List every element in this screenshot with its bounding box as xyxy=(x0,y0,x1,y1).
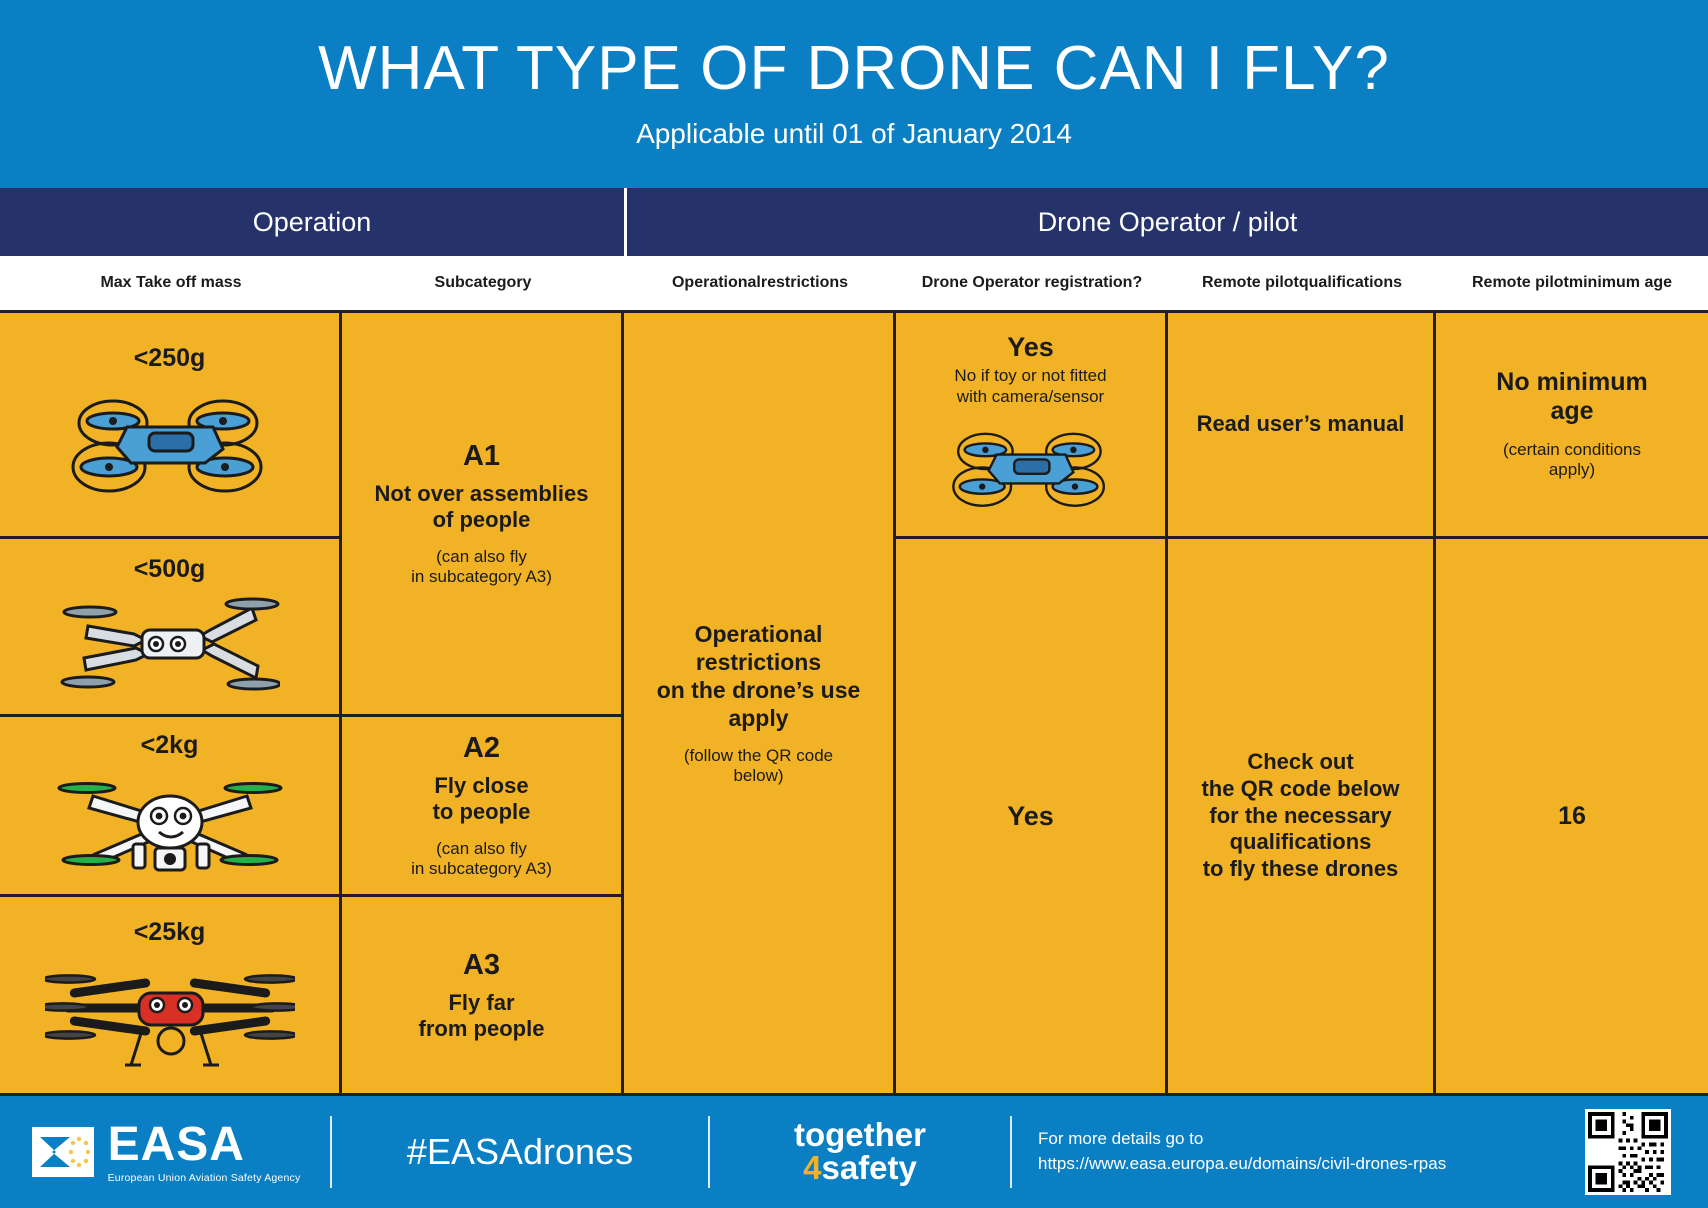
qualifications-cell-top xyxy=(1168,313,1433,539)
subcategory-desc-line1: Fly close xyxy=(434,772,529,798)
age-note-line1: (certain conditions xyxy=(1503,439,1641,459)
more-details xyxy=(1012,1096,1548,1208)
column-registration xyxy=(896,313,1168,1093)
column-mass xyxy=(0,313,342,1093)
qualifications-text: Read user’s manual xyxy=(1196,411,1405,437)
age-value: 16 xyxy=(1558,801,1586,830)
restrictions-note xyxy=(684,746,833,787)
footer-divider xyxy=(1010,1116,1012,1188)
subcategory-note xyxy=(411,547,552,588)
restrictions-line1: Operational xyxy=(694,620,823,647)
together4safety-line2 xyxy=(803,1151,917,1186)
together4safety-logo xyxy=(710,1096,1010,1208)
red-hexacopter-icon xyxy=(45,949,295,1073)
subcategory-desc-line1: Fly far xyxy=(448,989,515,1015)
mass-label: <500g xyxy=(133,555,206,583)
tiny-quad-blue-icon xyxy=(65,375,275,505)
column-header-age-line1: Remote pilot xyxy=(1471,273,1569,291)
page-subtitle: Applicable until 01 of January 2014 xyxy=(636,118,1072,149)
restrictions-note-line2: below) xyxy=(733,766,784,786)
column-age xyxy=(1436,313,1708,1093)
qualifications-line5: to fly these drones xyxy=(1202,856,1399,882)
restrictions-note-line1: (follow the QR code xyxy=(683,745,834,765)
group-header-operation: Operation xyxy=(0,188,627,256)
column-header-restrictions xyxy=(624,256,896,310)
registration-note xyxy=(954,366,1106,407)
age-value xyxy=(1496,368,1647,426)
restrictions-text xyxy=(657,620,861,732)
restrictions-line4: apply xyxy=(728,704,789,731)
subcategory-desc xyxy=(419,990,545,1042)
column-header-restrictions-line2: restrictions xyxy=(760,273,849,291)
mass-label: <250g xyxy=(133,344,206,372)
subcategory-desc xyxy=(375,481,589,533)
page-title: WHAT TYPE OF DRONE CAN I FLY? xyxy=(318,34,1390,103)
qr-code-image xyxy=(1585,1109,1671,1195)
easa-logo xyxy=(0,1096,330,1208)
hashtag: #EASAdrones xyxy=(406,1131,634,1172)
table-row-mass-25kg xyxy=(0,897,339,1093)
subcategory-desc xyxy=(433,773,531,825)
subcategory-code: A2 xyxy=(462,731,501,764)
comparison-table xyxy=(0,310,1708,1093)
restrictions-line2: restrictions xyxy=(695,648,822,675)
together4safety-line1: together xyxy=(794,1116,926,1154)
subcategory-desc-line1: Not over assemblies xyxy=(374,480,589,506)
registration-answer: Yes xyxy=(1007,332,1054,363)
column-header-registration: Drone Operator registration? xyxy=(921,273,1143,291)
column-header-row xyxy=(0,256,1708,310)
footer-divider xyxy=(708,1116,710,1188)
subcategory-code: A3 xyxy=(462,948,501,981)
table-row-mass-250g xyxy=(0,313,339,539)
column-header-mass: Max Take off mass xyxy=(100,273,242,291)
group-header-row xyxy=(0,188,1708,256)
qualifications-cell-bottom xyxy=(1168,539,1433,1093)
mass-label: <25kg xyxy=(133,917,206,946)
tiny-quad-blue-icon xyxy=(936,413,1126,517)
qualifications-line1: Check out xyxy=(1247,748,1354,774)
subcategory-desc-line2: of people xyxy=(432,506,531,532)
footer-divider xyxy=(330,1116,332,1188)
group-header-operator: Drone Operator / pilot xyxy=(1037,206,1298,237)
age-cell-top xyxy=(1436,313,1708,539)
qualifications-line2: the QR code below xyxy=(1201,775,1400,801)
subcategory-cell-a2 xyxy=(342,717,621,897)
poster-footer xyxy=(0,1093,1708,1208)
registration-note-line1: No if toy or not fitted xyxy=(954,366,1107,386)
subcategory-desc-line2: from people xyxy=(418,1015,545,1041)
together4safety-four: 4 xyxy=(803,1149,822,1187)
subcategory-note-line2: in subcategory A3) xyxy=(411,858,552,878)
column-qualifications xyxy=(1168,313,1436,1093)
folding-quad-grey-icon xyxy=(60,586,280,698)
registration-note-line2: with camera/sensor xyxy=(956,386,1105,406)
column-header-subcategory: Subcategory xyxy=(434,273,532,291)
age-note xyxy=(1503,440,1641,481)
table-row-mass-2kg xyxy=(0,717,339,897)
age-value-line1: No minimum xyxy=(1496,368,1648,397)
registration-cell-bottom xyxy=(896,539,1165,1093)
table-row-mass-500g xyxy=(0,539,339,717)
subcategory-desc-line2: to people xyxy=(432,798,531,824)
subcategory-note xyxy=(411,839,552,880)
subcategory-note-line1: (can also fly xyxy=(436,838,527,858)
easa-tagline: European Union Aviation Safety Agency xyxy=(107,1171,301,1184)
column-restrictions xyxy=(624,313,896,1093)
column-header-qualifications-line1: Remote pilot xyxy=(1201,273,1299,291)
subcategory-cell-a1 xyxy=(342,313,621,717)
restrictions-line3: on the drone’s use xyxy=(656,676,861,703)
age-note-line2: apply) xyxy=(1548,460,1596,480)
restrictions-cell xyxy=(624,313,893,1093)
easa-url-link[interactable]: https://www.easa.europa.eu/domains/civil-drones-rpas xyxy=(1038,1154,1447,1173)
age-value-line2: age xyxy=(1550,397,1594,426)
subcategory-cell-a3 xyxy=(342,897,621,1093)
subcategory-note-line1: (can also fly xyxy=(436,546,527,566)
easa-wordmark xyxy=(107,1117,301,1184)
together4safety-safety: safety xyxy=(821,1149,917,1187)
qr-code[interactable] xyxy=(1548,1096,1708,1208)
qualifications-line4: qualifications xyxy=(1229,829,1372,855)
column-header-qualifications-line2: qualifications xyxy=(1298,273,1402,291)
column-subcategory xyxy=(342,313,624,1093)
easa-name: EASA xyxy=(107,1117,245,1171)
poster-header xyxy=(0,0,1708,188)
column-header-restrictions-line1: Operational xyxy=(671,273,761,291)
registration-answer: Yes xyxy=(1007,800,1054,831)
more-details-label: For more details go to xyxy=(1038,1129,1204,1149)
registration-cell-top xyxy=(896,313,1165,539)
column-header-age xyxy=(1436,256,1708,310)
mass-label: <2kg xyxy=(140,731,199,759)
white-quad-camera-icon xyxy=(55,762,285,880)
subcategory-note-line2: in subcategory A3) xyxy=(411,566,552,586)
qualifications-text xyxy=(1201,749,1399,883)
qualifications-line3: for the necessary xyxy=(1209,802,1392,828)
easa-mark-icon xyxy=(30,1123,96,1181)
age-cell-bottom xyxy=(1436,539,1708,1093)
column-header-qualifications xyxy=(1168,256,1436,310)
subcategory-code: A1 xyxy=(462,439,501,472)
column-header-age-line2: minimum age xyxy=(1568,273,1673,291)
